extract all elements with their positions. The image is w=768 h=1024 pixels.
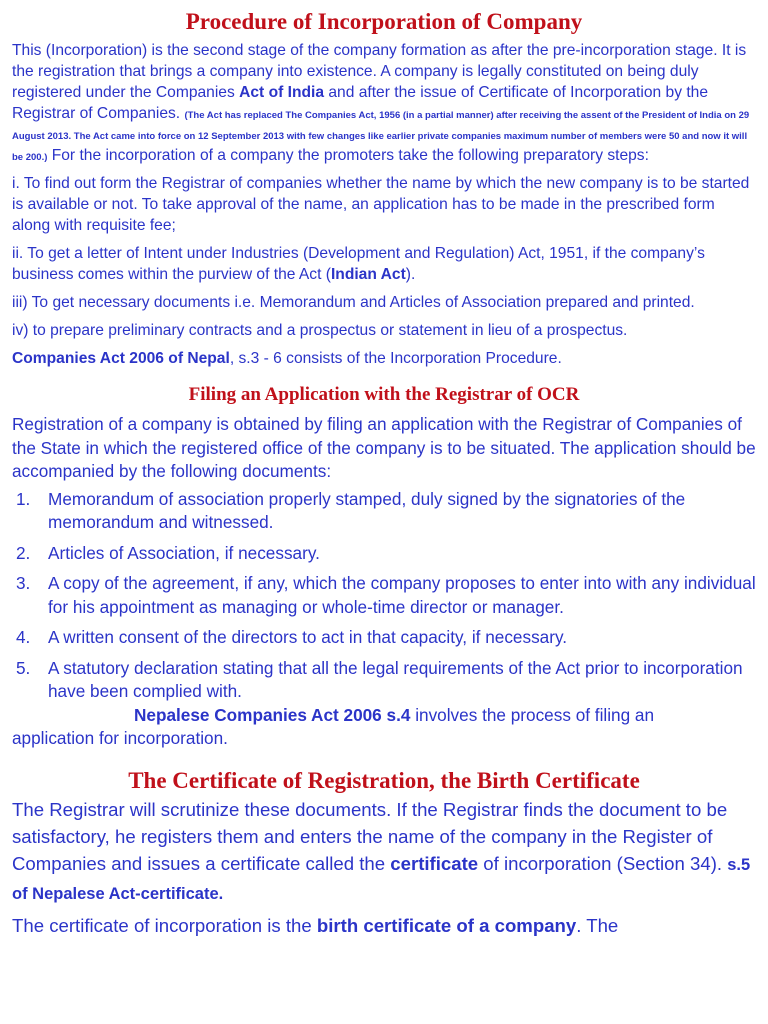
list-item [12,626,756,650]
nepal-filing-bold: Nepalese Companies Act 2006 s.4 [134,704,411,725]
birth-text-a: The certificate of incorporation is the [12,914,317,936]
certificate-text-a: The Registrar will scrutinize these documents. If the Registrar finds the document to be satisfactory, he registers them and enters the name of the company in the Register of Companies and issues a certificate called the [12,798,728,874]
nepalese-act-certificate: s.5 of Nepalese Act-certificate. [12,855,751,903]
list-item [12,488,756,535]
step-2-text-b: ). [405,266,416,283]
step-2-text-a: ii. To get a letter of Intent under Industries (Development and Regulation) Act, 1951, if the company’s business comes within the purview of the Act ( [12,245,705,283]
birth-certificate-paragraph [12,912,756,939]
list-item [12,572,756,619]
nepal-filing-rest: involves the process of filing an [410,704,655,725]
list-item-text: A written consent of the directors to act in that capacity, if necessary. [48,627,568,647]
certificate-bold: certificate [390,852,479,874]
birth-text-b: . The [576,914,619,936]
list-item-number: 5. [16,657,31,678]
page-title: Procedure of Incorporation of Company [185,9,583,34]
section-heading-certificate: The Certificate of Registration, the Birth Certificate [128,767,640,793]
intro-text-c: For the incorporation of a company the promoters take the following preparatory steps: [47,147,649,164]
list-item [12,657,756,704]
list-item-text: Memorandum of association properly stamped, duly signed by the signatories of the memorandum and witnessed. [48,488,686,532]
documents-list [12,488,756,704]
list-item-number: 3. [16,573,31,593]
list-item-number: 1. [16,488,31,509]
nepal-act-rest: , s.3 - 6 consists of the Incorporation Procedure. [229,350,562,367]
birth-certificate-bold: birth certificate of a company [316,914,577,936]
section-incorporation [12,40,756,369]
list-item-number: 2. [16,542,31,563]
list-item-text: A copy of the agreement, if any, which the company proposes to enter into with any individual for his appointment as managing or whole-time director or manager. [48,573,756,617]
section-certificate [12,796,756,939]
certificate-paragraph [12,796,756,908]
nepal-filing-reference [12,704,756,728]
step-1: i. To find out form the Registrar of companies whether the name by which the new company is to be started is available or not. To take approval of the name, an application has to be made in the prescribed form along with requisite fee; [12,175,750,234]
intro-paragraph [12,40,756,166]
intro-text-b: and after the issue of Certificate of Incorporation by the Registrar of Companies. [12,84,709,122]
intro-text-a: This (Incorporation) is the second stage of the company formation as after the pre-incorporation stage. It is the registration that brings a company into existence. A company is legally constituted on being duly registered under the Companies [12,42,747,101]
step-3: iii) To get necessary documents i.e. Memorandum and Articles of Association prepared and printed. [12,294,695,311]
section-filing [12,413,756,751]
intro-act-of-india: Act of India [239,84,325,101]
intro-small-note: (The Act has replaced The Companies Act, 1956 (in a partial manner) after receiving the assent of the President of India on 29 August 2013. The Act came into force on 12 September 2013 with few changes like earlier private companies maximum number of members were 50 and now it will be 200.) [12,110,750,163]
step-2-indian-act: Indian Act [330,266,406,283]
step-2 [12,243,756,285]
list-item-text: A statutory declaration stating that all the legal requirements of the Act prior to incorporation have been complied with. [48,657,743,701]
nepal-act-bold: Companies Act 2006 of Nepal [12,350,230,367]
filing-intro: Registration of a company is obtained by filing an application with the Registrar of Companies of the State in which the registered office of the company is to be situated. The application should be accompanied by the following documents: [12,414,756,481]
certificate-text-b: of incorporation (Section 34). [478,852,728,874]
nepal-filing-continuation: application for incorporation. [12,728,228,748]
list-item-number: 4. [16,627,31,647]
section-heading-filing: Filing an Application with the Registrar of OCR [188,384,580,405]
step-4: iv) to prepare preliminary contracts and a prospectus or statement in lieu of a prospectus. [12,322,628,339]
list-item [12,542,756,566]
list-item-text: Articles of Association, if necessary. [48,542,320,563]
nepal-reference [12,348,756,369]
